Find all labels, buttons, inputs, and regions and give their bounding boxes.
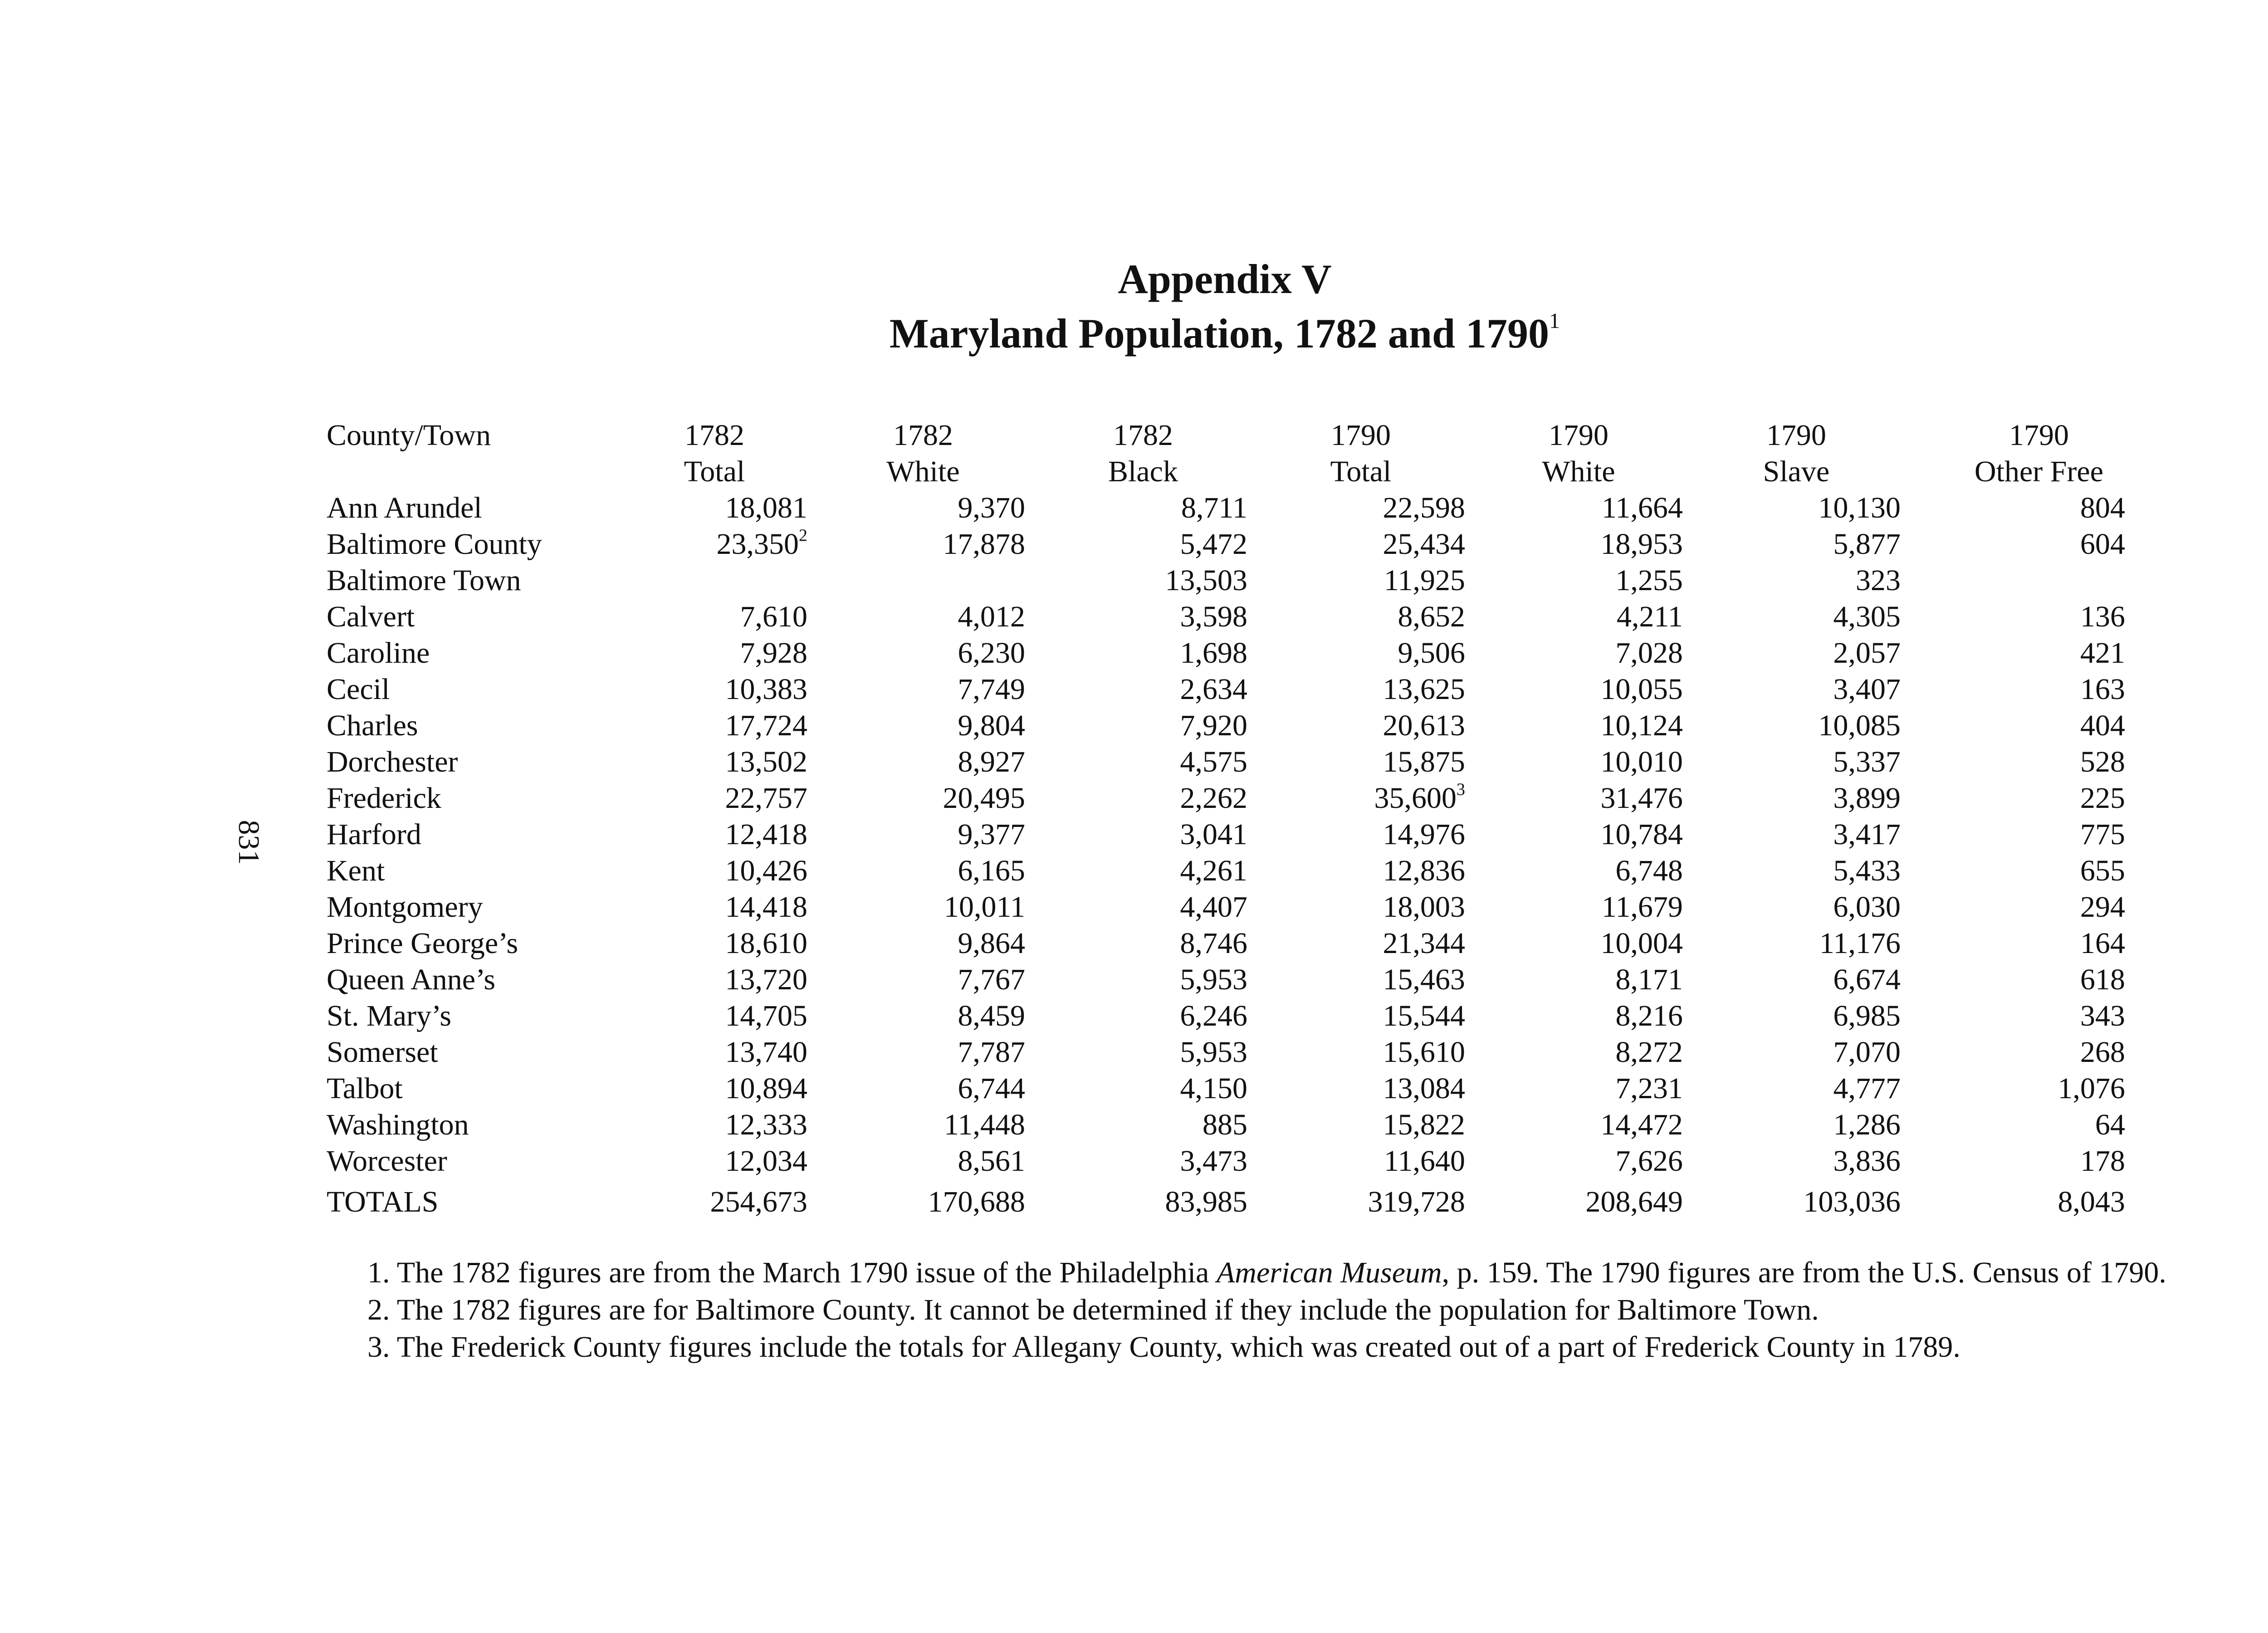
table-row [327,562,2168,599]
cell-1790-white: 4,211 [1616,600,1683,633]
county-name: Worcester [327,1144,447,1178]
county-name: Washington [327,1108,469,1141]
cell-1782-black: 8,711 [1181,491,1247,524]
county-name: Charles [327,709,418,742]
cell-1790-other-free: 775 [2080,818,2125,851]
county-name: Baltimore Town [327,564,521,597]
cell-1790-white: 11,664 [1601,491,1683,524]
table-row [327,635,2168,671]
cell-1782-white: 8,459 [958,999,1025,1032]
cell-1782-total: 7,610 [740,600,807,633]
cell-1782-black: 5,953 [1180,1036,1247,1069]
cell-1790-slave: 5,877 [1833,528,1901,561]
cell-1790-white: 6,748 [1615,854,1683,887]
table-row [327,780,2168,816]
table-row [327,1107,2168,1143]
cell-1782-total: 14,705 [725,999,807,1032]
cell-1790-other-free: 343 [2080,999,2125,1032]
table-title [0,306,2268,361]
cell-1782-white: 7,787 [958,1036,1025,1069]
cell-1790-total: 12,836 [1383,854,1465,887]
cell-1790-slave: 4,305 [1833,600,1901,633]
cell-1790-other-free: 225 [2080,782,2125,815]
cell-1782-total: 10,383 [725,673,807,706]
cell-1782-white: 9,377 [958,818,1025,851]
table-row [327,889,2168,925]
cell-1790-other-free: 804 [2080,491,2125,524]
cell-1782-white: 6,165 [958,854,1025,887]
cell-1790-white: 8,216 [1615,999,1683,1032]
cell-1790-slave: 3,417 [1833,818,1901,851]
total-1790-white: 208,649 [1585,1185,1683,1218]
cell-1790-total: 18,003 [1383,890,1465,924]
table-row [327,853,2168,889]
totals-label: TOTALS [327,1185,439,1218]
county-name: Frederick [327,782,441,815]
cell-1790-other-free: 1,076 [2058,1072,2125,1105]
cell-1790-total: 8,652 [1398,600,1465,633]
cell-1782-white: 20,495 [943,782,1025,815]
total-1790-slave: 103,036 [1803,1185,1901,1218]
table-row [327,962,2168,998]
cell-1790-white: 11,679 [1601,890,1683,924]
cell-1782-total: 23,350$^2$ [716,526,807,561]
cell-1790-white: 10,010 [1600,745,1683,778]
footnote-2: 2. The 1782 figures are for Baltimore County. It cannot be determined if they include the population for Baltimore Town. [367,1293,1819,1326]
column-header: 1790 Total [1330,419,1392,488]
county-name: Prince George’s [327,927,518,960]
cell-1782-total: 13,740 [725,1036,807,1069]
cell-1782-total: 10,894 [725,1072,807,1105]
cell-1790-total: 25,434 [1383,528,1465,561]
table-row [327,1034,2168,1071]
column-header: 1782 White [886,419,960,488]
cell-1782-black: 4,261 [1180,854,1247,887]
cell-1790-other-free: 404 [2080,709,2125,742]
cell-1782-black: 13,503 [1165,564,1247,597]
cell-1782-black: 8,746 [1180,927,1247,960]
cell-1782-black: 4,407 [1180,890,1247,924]
footnote-1: 1. The 1782 figures are from the March 1790 issue of the Philadelphia American Museum, p. 159. The 1790 figures are from the U.S. Census of 1790. [367,1256,2166,1289]
cell-1782-total: 13,720 [725,963,807,996]
county-name: Montgomery [327,890,483,924]
county-name: Calvert [327,600,415,633]
cell-1790-other-free: 604 [2080,528,2125,561]
totals-row [327,1179,2168,1225]
cell-1790-total: 15,544 [1383,999,1465,1032]
cell-1790-slave: 7,070 [1833,1036,1901,1069]
county-name: Dorchester [327,745,458,778]
footnote-marker: 3 [1457,780,1465,799]
column-header: 1790 Other Free [1974,419,2104,488]
cell-1782-white: 9,804 [958,709,1025,742]
county-name: Ann Arundel [327,491,482,524]
cell-1790-total: 15,610 [1383,1036,1465,1069]
cell-1782-total: 7,928 [740,636,807,670]
cell-1782-black: 5,953 [1180,963,1247,996]
cell-1782-total: 18,081 [725,491,807,524]
cell-1782-total: 17,724 [725,709,807,742]
cell-1790-other-free: 268 [2080,1036,2125,1069]
table-row [327,671,2168,708]
cell-1790-total: 13,625 [1383,673,1465,706]
cell-1782-total: 22,757 [725,782,807,815]
cell-1790-other-free: 528 [2080,745,2125,778]
cell-1790-other-free: 178 [2080,1144,2125,1178]
cell-1790-slave: 10,130 [1818,491,1901,524]
table-row [327,816,2168,853]
cell-1790-other-free: 655 [2080,854,2125,887]
total-1782-black: 83,985 [1165,1185,1247,1218]
title-footnote-marker: 1 [1549,308,1560,333]
table-row [327,1071,2168,1107]
cell-1782-total: 10,426 [725,854,807,887]
column-header: 1790 White [1542,419,1615,488]
cell-1782-white: 7,749 [958,673,1025,706]
cell-1790-white: 31,476 [1600,782,1683,815]
footnotes [327,1254,2168,1366]
cell-1790-white: 7,231 [1615,1072,1683,1105]
cell-1790-other-free: 136 [2080,600,2125,633]
cell-1790-total: 22,598 [1383,491,1465,524]
cell-1790-slave: 6,985 [1833,999,1901,1032]
table-row [327,599,2168,635]
cell-1790-slave: 10,085 [1818,709,1901,742]
county-name: Cecil [327,673,390,706]
county-name: St. Mary’s [327,999,452,1032]
county-name: Somerset [327,1036,438,1069]
cell-1790-white: 10,784 [1600,818,1683,851]
cell-1790-slave: 1,286 [1833,1108,1901,1141]
cell-1790-slave: 11,176 [1819,927,1901,960]
cell-1782-white: 8,561 [958,1144,1025,1178]
cell-1790-white: 18,953 [1600,528,1683,561]
cell-1790-white: 7,626 [1615,1144,1683,1178]
cell-1790-other-free: 294 [2080,890,2125,924]
table-title-text: Maryland Population, 1782 and 1790 [889,310,1549,357]
table-body [327,490,2168,1225]
cell-1790-total: 20,613 [1383,709,1465,742]
cell-1790-other-free: 64 [2095,1108,2125,1141]
title-block [0,252,2268,361]
cell-1782-black: 3,041 [1180,818,1247,851]
table-row [327,526,2168,562]
cell-1790-total: 9,506 [1398,636,1465,670]
cell-1782-total: 12,418 [725,818,807,851]
total-1790-other-free: 8,043 [2058,1185,2125,1218]
cell-1782-white: 4,012 [958,600,1025,633]
total-1782-white: 170,688 [928,1185,1025,1218]
cell-1790-slave: 4,777 [1833,1072,1901,1105]
footnote-1-italic: American Museum [1216,1256,1442,1289]
population-table [327,417,2168,1225]
cell-1790-slave: 5,433 [1833,854,1901,887]
column-header: County/Town [327,419,491,452]
total-1790-total: 319,728 [1368,1185,1465,1218]
cell-1782-white [821,562,1039,599]
cell-1790-total: 15,875 [1383,745,1465,778]
cell-1790-other-free: 618 [2080,963,2125,996]
cell-1782-white: 6,744 [958,1072,1025,1105]
cell-1782-white: 11,448 [943,1108,1025,1141]
cell-1782-white: 9,370 [958,491,1025,524]
county-name: Baltimore County [327,528,542,561]
column-header: 1782 Black [1108,419,1178,488]
cell-1790-white: 10,004 [1600,927,1683,960]
table-row [327,925,2168,962]
county-name: Kent [327,854,385,887]
cell-1782-black: 7,920 [1180,709,1247,742]
cell-1790-white: 8,272 [1615,1036,1683,1069]
cell-1782-white: 6,230 [958,636,1025,670]
table-row [327,1143,2168,1179]
cell-1782-white: 7,767 [958,963,1025,996]
cell-1790-slave: 5,337 [1833,745,1901,778]
cell-1782-black: 3,473 [1180,1144,1247,1178]
cell-1782-total: 13,502 [725,745,807,778]
cell-1782-black: 885 [1202,1108,1247,1141]
cell-1790-total: 35,600$^3$ [1374,780,1465,815]
cell-1782-total [621,562,821,599]
cell-1782-white: 9,864 [958,927,1025,960]
appendix-title: Appendix V [1118,256,1332,302]
cell-1782-total: 14,418 [725,890,807,924]
column-header: 1782 Total [684,419,745,488]
total-1782-total: 254,673 [710,1185,807,1218]
cell-1790-slave: 3,899 [1833,782,1901,815]
cell-1790-white: 14,472 [1600,1108,1683,1141]
cell-1790-white: 7,028 [1615,636,1683,670]
cell-1782-black: 5,472 [1180,528,1247,561]
footnote-marker: 2 [799,526,807,545]
cell-1782-total: 12,034 [725,1144,807,1178]
cell-1790-slave: 6,674 [1833,963,1901,996]
cell-1782-white: 8,927 [958,745,1025,778]
cell-1782-total: 18,610 [725,927,807,960]
cell-1782-black: 2,634 [1180,673,1247,706]
cell-1782-total: 12,333 [725,1108,807,1141]
cell-1782-black: 4,150 [1180,1072,1247,1105]
table-row [327,998,2168,1034]
cell-1790-total: 11,925 [1383,564,1465,597]
cell-1790-white: 10,055 [1600,673,1683,706]
cell-1790-slave: 6,030 [1833,890,1901,924]
cell-1782-black: 1,698 [1180,636,1247,670]
cell-1782-black: 6,246 [1180,999,1247,1032]
cell-1790-total: 15,822 [1383,1108,1465,1141]
cell-1790-total: 14,976 [1383,818,1465,851]
cell-1790-total: 15,463 [1383,963,1465,996]
cell-1790-other-free: 421 [2080,636,2125,670]
cell-1790-other-free: 164 [2080,927,2125,960]
cell-1790-slave: 3,836 [1833,1144,1901,1178]
cell-1790-slave: 2,057 [1833,636,1901,670]
table-row [327,490,2168,526]
cell-1790-total: 13,084 [1383,1072,1465,1105]
cell-1790-other-free [1910,562,2168,599]
cell-1790-white: 8,171 [1615,963,1683,996]
cell-1790-other-free: 163 [2080,673,2125,706]
cell-1782-black: 4,575 [1180,745,1247,778]
cell-1790-slave: 3,407 [1833,673,1901,706]
table-row [327,708,2168,744]
cell-1782-black: 3,598 [1180,600,1247,633]
column-header: 1790 Slave [1763,419,1830,488]
cell-1790-slave: 323 [1856,564,1901,597]
county-name: Caroline [327,636,430,670]
cell-1790-total: 21,344 [1383,927,1465,960]
cell-1782-white: 10,011 [943,890,1025,924]
county-name: Queen Anne’s [327,963,496,996]
cell-1782-white: 17,878 [943,528,1025,561]
cell-1782-black: 2,262 [1180,782,1247,815]
county-name: Harford [327,818,421,851]
county-name: Talbot [327,1072,403,1105]
cell-1790-white: 10,124 [1600,709,1683,742]
table-header-row [327,417,2168,490]
cell-1790-total: 11,640 [1383,1144,1465,1178]
page-number: 831 [232,820,265,865]
cell-1790-white: 1,255 [1615,564,1683,597]
table-row [327,744,2168,780]
footnote-3: 3. The Frederick County figures include the totals for Allegany County, which was created out of a part of Frederick County in 1789. [367,1330,1960,1364]
